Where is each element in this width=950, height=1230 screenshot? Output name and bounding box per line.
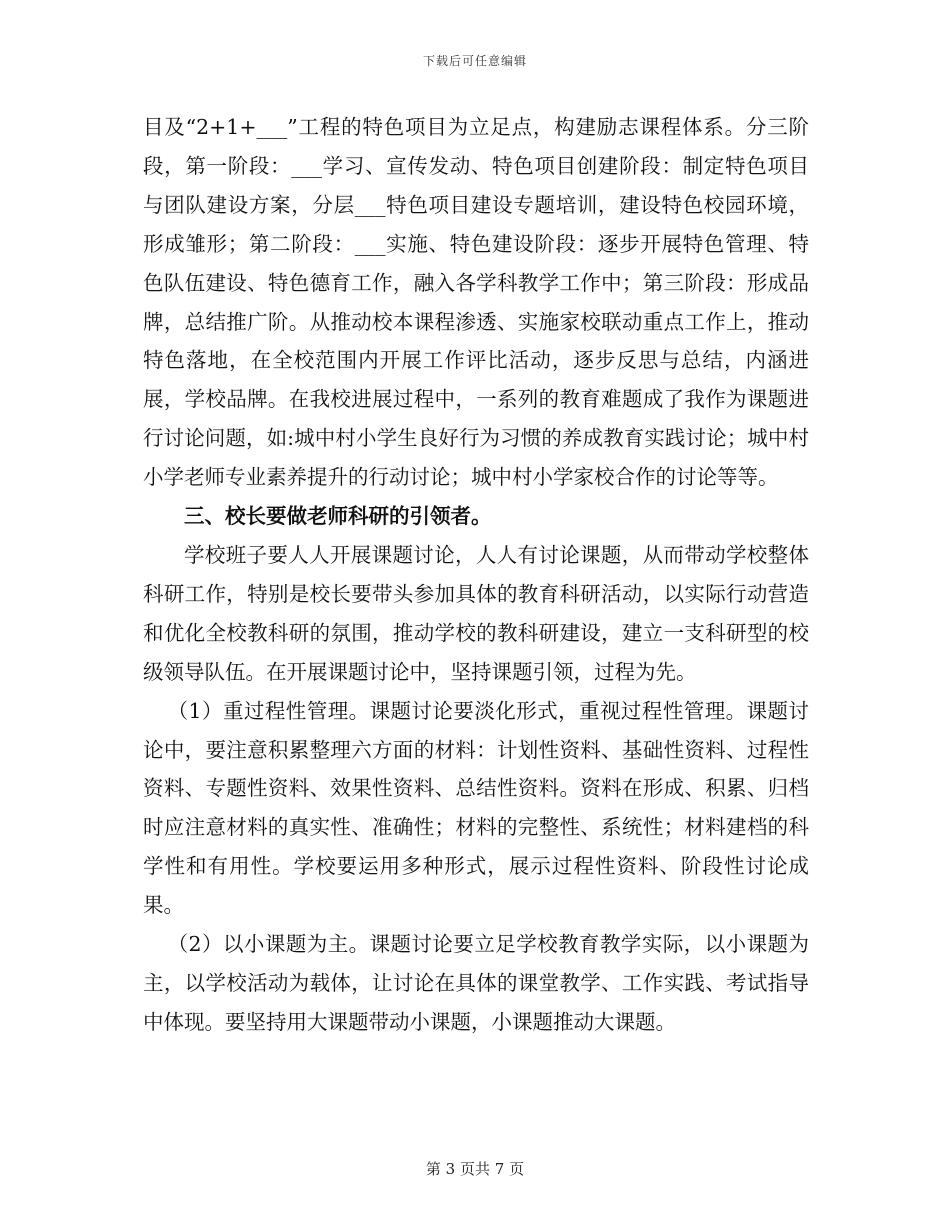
section-heading-3: 三、校长要做老师科研的引领者。: [184, 504, 492, 529]
paragraph-3: （1）重过程性管理。课题讨论要淡化形式，重视过程性管理。课题讨论中，要注意积累整理六方面的材料：计划性资料、基础性资料、过程性资料、专题性资料、效果性资料、总结性资料。资料在形成、积累、归档时应注意材料的真实性、准确性；材料的完整性、系统性；材料建档的科学性和有用性。学校要运用多种形式，展示过程性资料、阶段性讨论成果。: [143, 698, 809, 918]
paragraph-4: （2）以小课题为主。课题讨论要立足学校教育教学实际，以小课题为主，以学校活动为载体，让讨论在具体的课堂教学、工作实践、考试指导中体现。要坚持用大课题带动小课题，小课题推动大课题。: [143, 932, 809, 1034]
document-body: [143, 108, 809, 1042]
paragraph-1: 目及“2+1+___”工程的特色项目为立足点，构建励志课程体系。分三阶段，第一阶段：___学习、宣传发动、特色项目创建阶段：制定特色项目与团队建设方案，分层___特色项目建设专题培训，建设特色校园环境，形成雏形；第二阶段：___实施、特色建设阶段：逐步开展特色管理、特色队伍建设、特色德育工作，融入各学科教学工作中；第三阶段：形成品牌，总结推广阶。从推动校本课程渗透、实施家校联动重点工作上，推动特色落地，在全校范围内开展工作评比活动，逐步反思与总结，内涵进展，学校品牌。在我校进展过程中，一系列的教育难题成了我作为课题进行讨论问题，如:城中村小学生良好行为习惯的养成教育实践讨论；城中村小学老师专业素养提升的行动讨论；城中村小学家校合作的讨论等等。: [143, 115, 809, 490]
page-header: 下载后可任意编辑: [422, 54, 527, 68]
paragraph-2: 学校班子要人人开展课题讨论，人人有讨论课题，从而带动学校整体科研工作，特别是校长要带头参加具体的教育科研活动，以实际行动营造和优化全校教科研的氛围，推动学校的教科研建设，建立一支科研型的校级领导队伍。在开展课题讨论中，坚持课题引领，过程为先。: [143, 542, 809, 684]
page-footer: 第 3 页共 7 页: [425, 1160, 525, 1178]
